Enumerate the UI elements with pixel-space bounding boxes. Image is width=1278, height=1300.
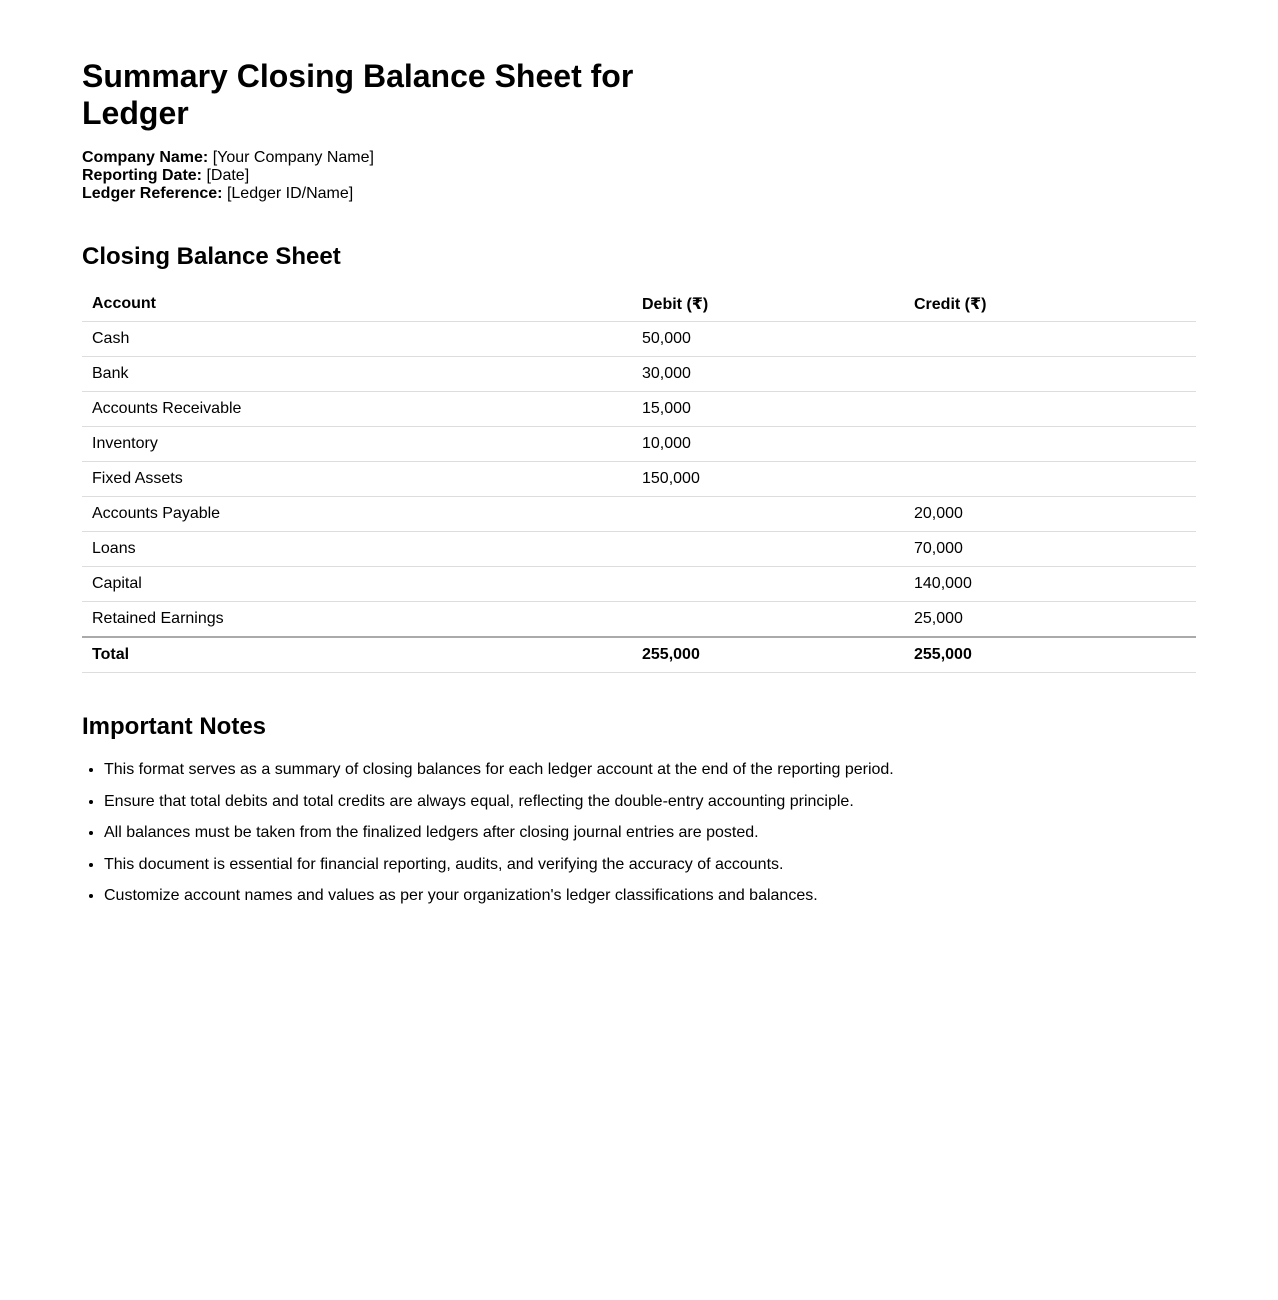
list-item: • Ensure that total debits and total credits are always equal, reflecting the double-entry accounting principle. — [104, 786, 1204, 818]
table-row — [82, 567, 1196, 602]
ledger-reference-label: Ledger Reference: — [82, 185, 223, 202]
total-row — [82, 637, 1196, 673]
account-cell: Inventory — [82, 427, 632, 462]
company-name-line — [82, 149, 374, 167]
list-item: • This format serves as a summary of closing balances for each ledger account at the end of the reporting period. — [104, 754, 1204, 786]
document-meta — [82, 149, 374, 203]
debit-cell: 15,000 — [632, 392, 904, 427]
credit-cell — [904, 322, 1196, 357]
list-item: • Customize account names and values as per your organization's ledger classifications and balances. — [104, 880, 1204, 912]
column-header-debit: Debit (₹) — [632, 287, 904, 322]
important-notes-heading: Important Notes — [82, 713, 267, 740]
list-item: • All balances must be taken from the finalized ledgers after closing journal entries are posted. — [104, 817, 1204, 849]
table-row — [82, 357, 1196, 392]
account-cell: Loans — [82, 532, 632, 567]
column-header-credit: Credit (₹) — [904, 287, 1196, 322]
reporting-date-value: [Date] — [202, 167, 250, 184]
credit-cell — [904, 357, 1196, 392]
debit-cell — [632, 602, 904, 638]
company-name-value: [Your Company Name] — [208, 149, 374, 166]
credit-cell — [904, 427, 1196, 462]
reporting-date-label: Reporting Date: — [82, 167, 202, 184]
debit-cell — [632, 567, 904, 602]
table-row — [82, 322, 1196, 357]
account-cell: Accounts Payable — [82, 497, 632, 532]
debit-cell: 50,000 — [632, 322, 904, 357]
account-cell: Cash — [82, 322, 632, 357]
table-row — [82, 602, 1196, 638]
table-row — [82, 497, 1196, 532]
account-cell: Capital — [82, 567, 632, 602]
debit-cell: 10,000 — [632, 427, 904, 462]
debit-cell — [632, 497, 904, 532]
debit-cell — [632, 532, 904, 567]
account-cell: Fixed Assets — [82, 462, 632, 497]
page-title: Summary Closing Balance Sheet for Ledger — [82, 58, 634, 131]
ledger-reference-value: [Ledger ID/Name] — [222, 185, 354, 202]
total-credit-cell: 255,000 — [904, 637, 1196, 673]
credit-cell — [904, 392, 1196, 427]
credit-cell: 70,000 — [904, 532, 1196, 567]
column-header-account: Account — [82, 287, 632, 322]
account-cell: Retained Earnings — [82, 602, 632, 638]
company-name-label: Company Name: — [82, 149, 209, 166]
account-cell: Bank — [82, 357, 632, 392]
table-row — [82, 462, 1196, 497]
list-item: • This document is essential for financial reporting, audits, and verifying the accuracy of accounts. — [104, 849, 1204, 881]
credit-cell: 140,000 — [904, 567, 1196, 602]
credit-cell — [904, 462, 1196, 497]
debit-cell: 30,000 — [632, 357, 904, 392]
debit-cell: 150,000 — [632, 462, 904, 497]
ledger-reference-line — [82, 185, 374, 203]
credit-cell: 25,000 — [904, 602, 1196, 638]
table-header-row — [82, 287, 1196, 322]
table-row — [82, 532, 1196, 567]
table-row — [82, 427, 1196, 462]
credit-cell: 20,000 — [904, 497, 1196, 532]
notes-list — [82, 754, 1204, 912]
table-row — [82, 392, 1196, 427]
balance-sheet-heading: Closing Balance Sheet — [82, 243, 341, 270]
total-debit-cell: 255,000 — [632, 637, 904, 673]
balance-table — [82, 287, 1196, 673]
account-cell: Accounts Receivable — [82, 392, 632, 427]
reporting-date-line — [82, 167, 374, 185]
total-label-cell: Total — [82, 637, 632, 673]
